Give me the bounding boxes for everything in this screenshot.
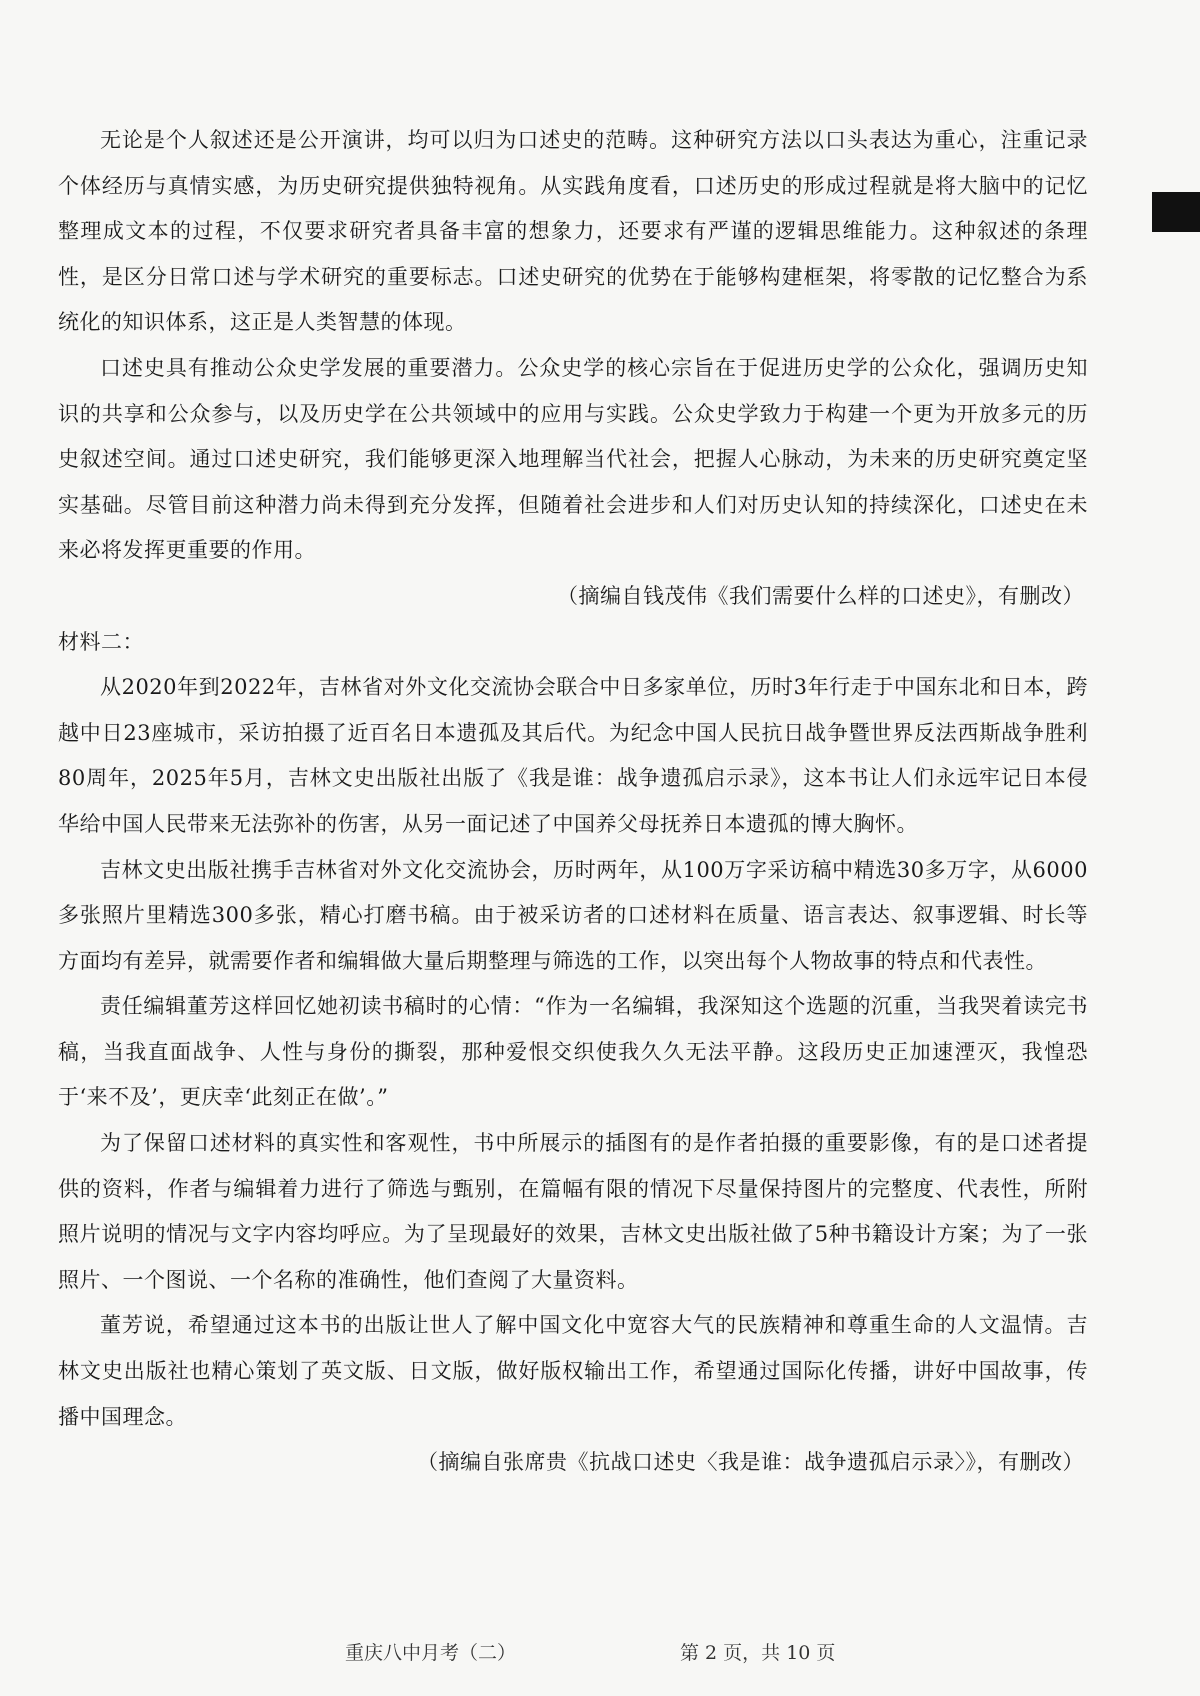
paragraph-2: 口述史具有推动公众史学发展的重要潜力。公众史学的核心宗旨在于促进历史学的公众化，强调历史知识的共享和公众参与，以及历史学在公共领域中的应用与实践。公众史学致力于构建一个更为开放多元的历史叙述空间。通过口述史研究，我们能够更深入地理解当代社会，把握人心脉动，为未来的历史研究奠定坚实基础。尽管目前这种潜力尚未得到充分发挥，但随着社会进步和人们对历史认知的持续深化，口述史在未来必将发挥更重要的作用。 <box>58 355 1088 563</box>
page-number: 第 2 页，共 10 页 <box>680 1642 836 1664</box>
exam-title: 重庆八中月考（二） <box>345 1642 517 1664</box>
source-citation-2: （摘编自张席贵《抗战口述史〈我是谁：战争遗孤启示录〉》，有删改） <box>417 1450 1084 1475</box>
paragraph-1: 无论是个人叙述还是公开演讲，均可以归为口述史的范畴。这种研究方法以口头表达为重心，注重记录个体经历与真情实感，为历史研究提供独特视角。从实践角度看，口述历史的形成过程就是将大脑中的记忆整理成文本的过程，不仅要求研究者具备丰富的想象力，还要求有严谨的逻辑思维能力。这种叙述的条理性，是区分日常口述与学术研究的重要标志。口述史研究的优势在于能够构建框架，将零散的记忆整合为系统化的知识体系，这正是人类智慧的体现。 <box>58 128 1088 335</box>
paragraph-3: 从2020年到2022年，吉林省对外文化交流协会联合中日多家单位，历时3年行走于中国东北和日本，跨越中日23座城市，采访拍摄了近百名日本遗孤及其后代。为纪念中国人民抗日战争暨世界反法西斯战争胜利80周年，2025年5月，吉林文史出版社出版了《我是谁：战争遗孤启示录》，这本书让人们永远牢记日本侵华给中国人民带来无法弥补的伤害，从另一面记述了中国养父母抚养日本遗孤的博大胸怀。 <box>58 675 1088 836</box>
material-heading: 材料二： <box>58 629 144 654</box>
paragraph-5: 责任编辑董芳这样回忆她初读书稿时的心情：“作为一名编辑，我深知这个选题的沉重，当我哭着读完书稿，当我直面战争、人性与身份的撕裂，那种爱恨交织使我久久无法平静。这段历史正加速湮灭，我惶恐于‘来不及’，更庆幸‘此刻正在做’。” <box>58 994 1088 1110</box>
paragraph-7: 董芳说，希望通过这本书的出版让世人了解中国文化中宽容大气的民族精神和尊重生命的人文温情。吉林文史出版社也精心策划了英文版、日文版，做好版权输出工作，希望通过国际化传播，讲好中国故事，传播中国理念。 <box>58 1313 1088 1429</box>
source-citation-1: （摘编自钱茂伟《我们需要什么样的口述史》，有删改） <box>557 583 1084 608</box>
page-edge-marker <box>1152 192 1200 232</box>
paragraph-4: 吉林文史出版社携手吉林省对外文化交流协会，历时两年，从100万字采访稿中精选30多万字，从6000多张照片里精选300多张，精心打磨书稿。由于被采访者的口述材料在质量、语言表达、叙事逻辑、时长等方面均有差异，就需要作者和编辑做大量后期整理与筛选的工作，以突出每个人物故事的特点和代表性。 <box>58 857 1088 973</box>
article-body <box>58 118 1088 1486</box>
paragraph-6: 为了保留口述材料的真实性和客观性，书中所展示的插图有的是作者拍摄的重要影像，有的是口述者提供的资料，作者与编辑着力进行了筛选与甄别，在篇幅有限的情况下尽量保持图片的完整度、代表性，所附照片说明的情况与文字内容均呼应。为了呈现最好的效果，吉林文史出版社做了5种书籍设计方案；为了一张照片、一个图说、一个名称的准确性，他们查阅了大量资料。 <box>58 1131 1088 1292</box>
